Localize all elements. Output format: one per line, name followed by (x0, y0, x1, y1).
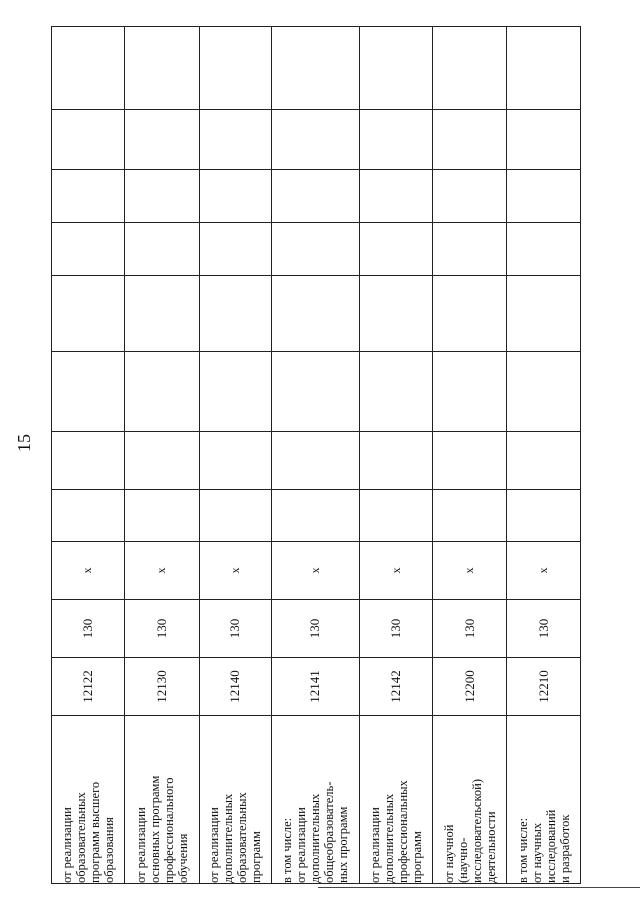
row-kbk: 130 (52, 600, 125, 658)
description-line: исследований (543, 809, 558, 883)
description-line: от реализации (207, 807, 222, 883)
empty-cell (433, 432, 507, 490)
empty-cell (360, 223, 433, 276)
empty-cell (52, 223, 125, 276)
empty-cell (433, 276, 507, 352)
empty-cell (360, 352, 433, 432)
description-line: ных программ (336, 806, 351, 883)
row-code: 12210 (507, 658, 581, 716)
empty-cell (52, 352, 125, 432)
row-mark: x (199, 542, 271, 600)
description-line: от реализации (59, 807, 74, 883)
empty-cell (52, 170, 125, 223)
empty-cell (360, 110, 433, 170)
description-line: основных программ (147, 775, 162, 883)
description-line: профессиональных (396, 780, 411, 883)
row-kbk: 130 (271, 600, 359, 658)
description-line: образовательных (73, 792, 88, 883)
empty-cell (507, 432, 581, 490)
empty-cell (360, 490, 433, 542)
table-row (199, 27, 271, 884)
financial-table (51, 26, 581, 884)
description-line: от реализации (133, 807, 148, 883)
description-line: профессионального (161, 777, 176, 883)
empty-cell (271, 110, 359, 170)
page-number: 15 (14, 434, 34, 452)
empty-cell (52, 276, 125, 352)
row-description (124, 716, 199, 884)
description-line: и разработок (557, 814, 572, 883)
table-row (271, 27, 359, 884)
row-kbk: 130 (507, 600, 581, 658)
row-code: 12140 (199, 658, 271, 716)
row-code: 12142 (360, 658, 433, 716)
empty-cell (52, 27, 125, 110)
empty-cell (199, 223, 271, 276)
description-line: в том числе: (280, 817, 295, 883)
description-line: образования (101, 817, 116, 883)
description-line: от научной (441, 824, 456, 883)
row-mark: x (433, 542, 507, 600)
row-kbk: 130 (433, 600, 507, 658)
description-line: от научных (529, 822, 544, 883)
table-row (507, 27, 581, 884)
empty-cell (507, 276, 581, 352)
empty-cell (433, 223, 507, 276)
financial-table-sheet (51, 27, 581, 884)
empty-cell (271, 223, 359, 276)
row-mark: x (360, 542, 433, 600)
empty-cell (199, 27, 271, 110)
empty-cell (271, 27, 359, 110)
row-description (360, 716, 433, 884)
empty-cell (199, 276, 271, 352)
description-line: дополнительных (221, 793, 236, 883)
empty-cell (124, 27, 199, 110)
row-description (199, 716, 271, 884)
empty-cell (507, 352, 581, 432)
row-description (271, 716, 359, 884)
empty-cell (360, 170, 433, 223)
empty-cell (124, 432, 199, 490)
empty-cell (360, 276, 433, 352)
row-description (52, 716, 125, 884)
empty-cell (271, 170, 359, 223)
empty-cell (124, 170, 199, 223)
empty-cell (271, 352, 359, 432)
empty-cell (433, 27, 507, 110)
empty-cell (199, 110, 271, 170)
bottom-rule (318, 887, 640, 888)
empty-cell (199, 170, 271, 223)
row-code: 12141 (271, 658, 359, 716)
empty-cell (507, 27, 581, 110)
description-line: (научно- (455, 837, 470, 883)
empty-cell (433, 352, 507, 432)
description-line: общеобразователь- (322, 781, 337, 883)
row-mark: x (124, 542, 199, 600)
empty-cell (124, 276, 199, 352)
row-mark: x (507, 542, 581, 600)
description-line: от реализации (368, 807, 383, 883)
empty-cell (199, 352, 271, 432)
empty-cell (433, 170, 507, 223)
empty-cell (52, 110, 125, 170)
empty-cell (271, 276, 359, 352)
empty-cell (199, 432, 271, 490)
empty-cell (124, 352, 199, 432)
row-mark: x (52, 542, 125, 600)
description-line: от реализации (294, 807, 309, 883)
row-description (433, 716, 507, 884)
row-mark: x (271, 542, 359, 600)
description-line: дополнительных (382, 793, 397, 883)
description-line: программ (249, 831, 264, 883)
description-line: дополнительных (308, 793, 323, 883)
empty-cell (507, 490, 581, 542)
empty-cell (52, 432, 125, 490)
row-kbk: 130 (124, 600, 199, 658)
table-row (433, 27, 507, 884)
empty-cell (271, 490, 359, 542)
description-line: в том числе: (515, 817, 530, 883)
row-kbk: 130 (199, 600, 271, 658)
empty-cell (271, 432, 359, 490)
row-kbk: 130 (360, 600, 433, 658)
empty-cell (199, 490, 271, 542)
row-code: 12122 (52, 658, 125, 716)
description-line: обучения (175, 833, 190, 883)
empty-cell (124, 110, 199, 170)
table-row (124, 27, 199, 884)
description-line: образовательных (235, 792, 250, 883)
empty-cell (507, 110, 581, 170)
empty-cell (360, 27, 433, 110)
description-line: программ высшего (87, 781, 102, 883)
empty-cell (507, 223, 581, 276)
table-row (360, 27, 433, 884)
description-line: программ (410, 831, 425, 883)
row-code: 12200 (433, 658, 507, 716)
row-description (507, 716, 581, 884)
empty-cell (433, 490, 507, 542)
empty-cell (124, 490, 199, 542)
empty-cell (433, 110, 507, 170)
description-line: исследовательской) (469, 778, 484, 883)
table-row (52, 27, 125, 884)
empty-cell (360, 432, 433, 490)
empty-cell (124, 223, 199, 276)
row-code: 12130 (124, 658, 199, 716)
empty-cell (507, 170, 581, 223)
empty-cell (52, 490, 125, 542)
description-line: деятельности (483, 811, 498, 883)
